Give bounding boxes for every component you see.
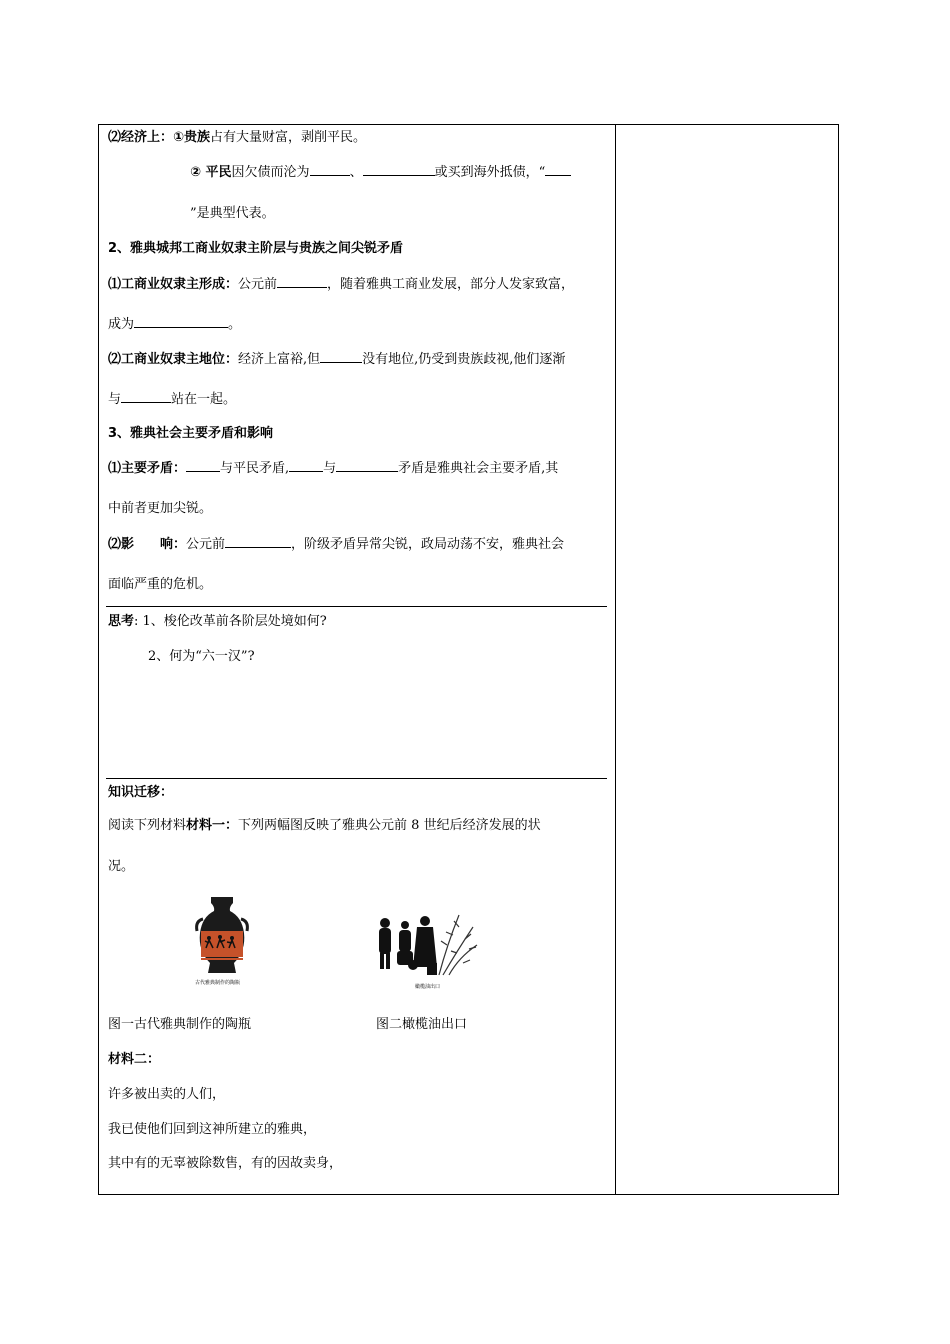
transfer-intro-c: 况。 [108, 859, 135, 874]
section-divider [106, 606, 607, 607]
fig2-small-caption: 橄榄油出口 [415, 984, 441, 990]
sec2-p2-text-a: 经济上富裕,但 [238, 352, 321, 367]
fig2-caption: 图二橄榄油出口 [376, 1017, 468, 1032]
olive-oil-icon [377, 905, 481, 979]
sec2-p2-text-b: 没有地位,仍受到贵族歧视,他们逐渐 [362, 352, 566, 367]
blank[interactable] [320, 350, 362, 363]
sec2-p1-label: ⑴工商业奴隶主形成： [108, 277, 239, 292]
material2-line-2: 我已使他们回到这神所建立的雅典， [108, 1122, 317, 1137]
sec3-title: 3、雅典社会主要矛盾和影响 [108, 426, 274, 441]
transfer-intro-bold: 材料一： [186, 818, 239, 833]
fig1-small-caption: 古代雅典制作的陶瓶 [195, 980, 241, 986]
sec3-p2-label: ⑵影 响： [108, 537, 187, 552]
blank[interactable] [277, 275, 327, 288]
sec2-p1-text-a: 公元前 [238, 277, 278, 292]
econ-item2-text-a: 因欠债而沦为 [231, 165, 310, 180]
sec2-p1-text-b: ，随着雅典工商业发展，部分人发家致富， [327, 277, 575, 292]
sec2-p1-line-2 [108, 315, 241, 334]
think-line-2 [148, 648, 255, 666]
econ-item2-marker: ② 平民 [190, 165, 232, 180]
material2-line-1: 许多被出卖的人们， [108, 1087, 226, 1102]
sec3-p2-text-a: 公元前 [186, 537, 226, 552]
blank[interactable] [225, 535, 291, 548]
amphora-icon [189, 891, 255, 987]
sec2-p2-line-1 [108, 350, 565, 369]
transfer-intro-a: 阅读下列材料 [108, 818, 187, 833]
econ-item1-marker: ①贵族 [173, 130, 211, 145]
sec3-p1-text-d: 中前者更加尖锐。 [108, 501, 213, 516]
transfer-intro-line-1 [108, 817, 541, 835]
transfer-intro-line-2 [108, 858, 134, 876]
sec3-p2-text-b: ，阶级矛盾异常尖锐，政局动荡不安，雅典社会 [291, 537, 565, 552]
fig1-caption: 图一古代雅典制作的陶瓶 [108, 1017, 252, 1032]
transfer-intro-b: 下列两幅图反映了雅典公元前 8 世纪后经济发展的状 [238, 818, 541, 833]
material2-line-3: 其中有的无辜被除数售，有的因故卖身， [108, 1156, 343, 1171]
econ-line-3 [190, 205, 275, 223]
blank[interactable] [336, 459, 398, 472]
blank[interactable] [289, 459, 323, 472]
econ-item2-text-b: 、 [349, 165, 363, 180]
econ-item2-text-c: 或买到海外抵债，“ [434, 165, 546, 180]
sec3-p1-text-c: 矛盾是雅典社会主要矛盾,其 [398, 461, 559, 476]
olive-oil-image [377, 905, 481, 991]
econ-line-2 [190, 163, 571, 182]
sec2-p2-label: ⑵工商业奴隶主地位： [108, 352, 239, 367]
think-line-1 [108, 613, 327, 631]
sec3-p2-line-2 [108, 576, 212, 594]
think-q1: : 1、梭伦改革前各阶层处境如何? [134, 614, 327, 629]
column-divider [615, 125, 616, 1194]
sec2-title: 2、雅典城邦工商业奴隶主阶层与贵族之间尖锐矛盾 [108, 241, 404, 256]
sec2-p1-text-c: 成为 [108, 317, 135, 332]
econ-item2-text-d: ”是典型代表。 [190, 206, 275, 221]
document-table [98, 124, 839, 1195]
think-label: 思考 [108, 614, 135, 629]
econ-line-1 [108, 129, 366, 147]
econ-item1-text: 占有大量财富，剥削平民。 [210, 130, 367, 145]
sec3-p2-text-c: 面临严重的危机。 [108, 577, 213, 592]
sec3-p1-line-2 [108, 500, 212, 518]
section-divider [106, 778, 607, 779]
sec3-p1-text-b: 与 [323, 461, 337, 476]
blank[interactable] [310, 163, 350, 176]
blank[interactable] [121, 390, 171, 403]
sec2-p1-line-1 [108, 275, 574, 294]
material2-title: 材料二： [108, 1052, 161, 1067]
transfer-title: 知识迁移： [108, 785, 174, 800]
amphora-image [189, 891, 255, 987]
blank[interactable] [186, 459, 220, 472]
sec3-p2-line-1 [108, 535, 564, 554]
sec2-p2-line-2 [108, 390, 236, 409]
think-q2: 2、何为“六一汉”? [148, 649, 255, 664]
econ-label: ⑵经济上： [108, 130, 174, 145]
blank[interactable] [134, 315, 228, 328]
blank[interactable] [545, 163, 571, 176]
sec2-p2-text-d: 站在一起。 [171, 392, 237, 407]
blank[interactable] [363, 163, 435, 176]
sec2-p1-text-d: 。 [228, 317, 242, 332]
sec2-p2-text-c: 与 [108, 392, 122, 407]
sec3-p1-label: ⑴主要矛盾： [108, 461, 187, 476]
sec3-p1-text-a: 与平民矛盾, [220, 461, 290, 476]
sec3-p1-line-1 [108, 459, 558, 478]
